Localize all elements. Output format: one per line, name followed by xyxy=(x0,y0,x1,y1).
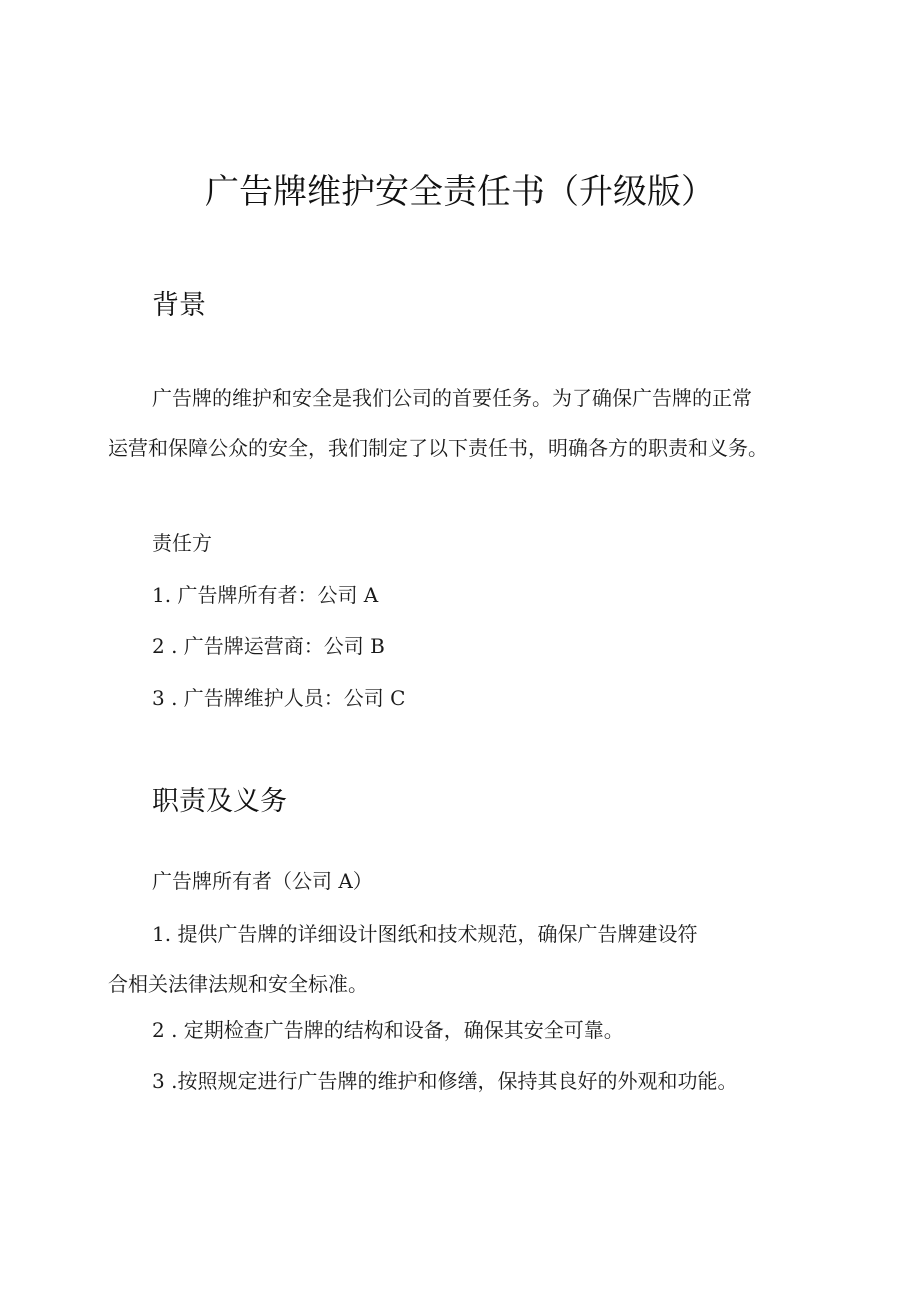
party-item-3: 3 . 广告牌维护人员：公司 C xyxy=(152,686,406,710)
duty-item-2: 2 . 定期检查广告牌的结构和设备，确保其安全可靠。 xyxy=(152,1018,624,1042)
section-heading-background: 背景 xyxy=(152,290,206,321)
duty-item-1-line-2: 合相关法律法规和安全标准。 xyxy=(108,972,368,996)
background-paragraph-line-2: 运营和保障公众的安全，我们制定了以下责任书，明确各方的职责和义务。 xyxy=(108,436,768,460)
document-title: 广告牌维护安全责任书（升级版） xyxy=(205,172,715,212)
duty-item-1-line-1: 1. 提供广告牌的详细设计图纸和技术规范，确保广告牌建设符 xyxy=(152,922,698,946)
party-item-2: 2 . 广告牌运营商：公司 B xyxy=(152,634,385,658)
parties-label: 责任方 xyxy=(152,531,212,555)
section-heading-duties: 职责及义务 xyxy=(152,786,287,817)
owner-label: 广告牌所有者（公司 A） xyxy=(152,869,373,893)
duty-item-3: 3 .按照规定进行广告牌的维护和修缮，保持其良好的外观和功能。 xyxy=(152,1069,738,1093)
background-paragraph-line-1: 广告牌的维护和安全是我们公司的首要任务。为了确保广告牌的正常 xyxy=(152,386,752,410)
party-item-1: 1. 广告牌所有者：公司 A xyxy=(152,583,379,607)
